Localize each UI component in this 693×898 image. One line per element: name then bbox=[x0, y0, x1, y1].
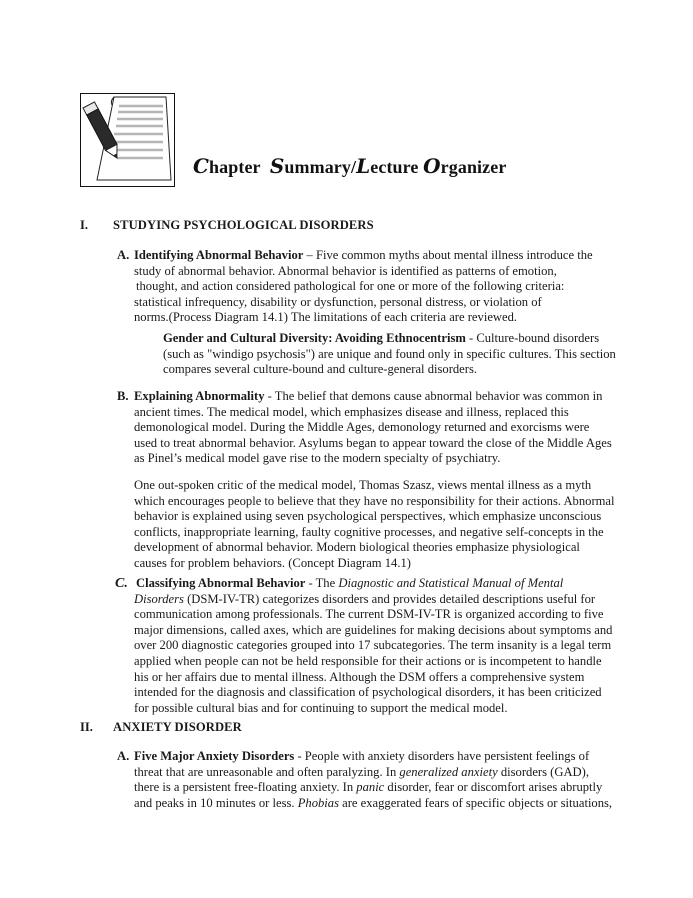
text-span: (DSM-IV-TR) categorizes disorders and provides detailed descriptions useful for bbox=[183, 591, 596, 606]
italic-span: Disorders bbox=[134, 591, 184, 606]
text-line: One out-spoken critic of the medical model, Thomas Szasz, views mental illness as a myth bbox=[134, 478, 592, 492]
item-title: Classifying Abnormal Behavior bbox=[136, 576, 306, 590]
subsection-title: Gender and Cultural Diversity: Avoiding Ethnocentrism bbox=[163, 331, 466, 345]
text-line: development of abnormal behavior. Modern biological theories emphasize physiological bbox=[134, 540, 580, 555]
item-title: Five Major Anxiety Disorders bbox=[134, 749, 295, 763]
text-line: ancient times. The medical model, which emphasizes disease and illness, replaced this bbox=[134, 404, 569, 419]
section-number: II. bbox=[80, 720, 93, 734]
text-span: threat that are unreasonable and often paralyzing. In bbox=[134, 764, 400, 779]
text-line: norms.(Process Diagram 14.1) The limitations of each criteria are reviewed. bbox=[134, 310, 518, 325]
text-line bbox=[163, 331, 616, 347]
text-line: conflicts, inappropriate learning, faulty cognitive processes, and negative self-concepts in the bbox=[134, 524, 604, 539]
text-line: as Pinel’s medical model gave rise to the modern specialty of psychiatry. bbox=[134, 451, 501, 466]
item-identifying-abnormal-behavior bbox=[134, 248, 593, 326]
item-letter: B. bbox=[117, 389, 129, 403]
text-line bbox=[134, 389, 612, 405]
text-line bbox=[134, 780, 612, 796]
subsection-gender-cultural-diversity bbox=[163, 331, 616, 378]
item-letter: A. bbox=[117, 749, 130, 763]
text-line bbox=[134, 765, 612, 781]
text-line: thought, and action considered pathological for one or more of the following criteria: bbox=[136, 279, 565, 294]
item-letter: C. bbox=[115, 576, 128, 591]
title-initial: C bbox=[193, 154, 210, 178]
text-line: which encourages people to believe that they have no responsibility for their actions. Abnormal bbox=[134, 493, 615, 508]
italic-span: Phobias bbox=[297, 795, 339, 810]
text-line: demonological model. During the Middle Ages, demonology returned and exorcisms were bbox=[134, 420, 590, 435]
text-span: disorders (GAD), bbox=[497, 764, 589, 779]
text-line bbox=[134, 248, 593, 264]
text-line bbox=[134, 576, 612, 592]
text-span: and peaks in 10 minutes or less. bbox=[134, 795, 298, 810]
text-line bbox=[134, 749, 612, 765]
italic-span: generalized anxiety bbox=[399, 764, 498, 779]
page-title bbox=[193, 154, 506, 178]
text-line: major dimensions, called axes, which are guidelines for making decisions about symptoms and bbox=[134, 622, 613, 637]
italic-span: Diagnostic and Statistical Manual of Mental bbox=[338, 576, 564, 590]
text-span: – Five common myths about mental illness introduce the bbox=[303, 248, 593, 262]
text-line: his or her affairs due to mental illness. Although the DSM offers a comprehensive system bbox=[134, 669, 585, 684]
title-word: ecture bbox=[370, 157, 419, 177]
text-line: behavior is explained using seven psychological perspectives, which emphasize unconscious bbox=[134, 509, 602, 524]
text-line: over 200 diagnostic categories grouped into 17 subcategories. The term insanity is a legal term bbox=[134, 638, 612, 653]
title-word: rganizer bbox=[440, 157, 507, 177]
text-span: are exaggerated fears of specific objects or situations, bbox=[338, 795, 613, 810]
item-explaining-abnormality bbox=[134, 389, 612, 467]
pencil-paper-icon bbox=[80, 93, 175, 187]
title-word: hapter bbox=[209, 157, 261, 177]
text-span: disorder, fear or discomfort arises abruptly bbox=[384, 780, 603, 795]
title-initial: O bbox=[423, 154, 441, 178]
section-heading: ANXIETY DISORDER bbox=[113, 720, 242, 734]
text-line: compares several culture-bound and culture-general disorders. bbox=[163, 362, 478, 377]
text-line: used to treat abnormal behavior. Asylums began to appear toward the close of the Middle Ages bbox=[134, 435, 612, 450]
item-classifying-abnormal-behavior bbox=[134, 576, 612, 716]
text-line bbox=[134, 796, 612, 812]
text-line: communication among professionals. The current DSM-IV-TR is organized according to five bbox=[134, 607, 604, 622]
text-span: - People with anxiety disorders have persistent feelings of bbox=[294, 749, 590, 763]
item-title: Explaining Abnormality bbox=[134, 389, 265, 403]
item-explaining-abnormality-para2 bbox=[134, 478, 615, 572]
title-word: ummary/ bbox=[284, 157, 357, 177]
text-line: applied when people can not be held responsible for their actions or is incompetent to handle bbox=[134, 653, 602, 668]
text-line: for possible cultural bias and for continuing to support the medical model. bbox=[134, 700, 508, 715]
item-five-major-anxiety-disorders bbox=[134, 749, 612, 811]
item-title: Identifying Abnormal Behavior bbox=[134, 248, 304, 262]
text-span: there is a persistent free-floating anxiety. In bbox=[134, 780, 357, 795]
item-letter: A. bbox=[117, 248, 130, 262]
text-line: statistical infrequency, disability or dysfunction, personal distress, or violation of bbox=[134, 294, 542, 309]
section-number: I. bbox=[80, 218, 89, 232]
text-line: study of abnormal behavior. Abnormal behavior is identified as patterns of emotion, bbox=[134, 263, 557, 278]
text-span: - The bbox=[305, 576, 339, 590]
text-line bbox=[134, 592, 612, 608]
text-line: causes for problem behaviors. (Concept Diagram 14.1) bbox=[134, 555, 411, 570]
text-span: - Culture-bound disorders bbox=[465, 331, 600, 345]
text-line: (such as "windigo psychosis") are unique and found only in specific cultures. This section bbox=[163, 346, 616, 361]
text-span: - The belief that demons cause abnormal behavior was common in bbox=[264, 389, 603, 403]
section-heading: STUDYING PSYCHOLOGICAL DISORDERS bbox=[113, 218, 374, 232]
title-initial: S bbox=[269, 154, 285, 178]
italic-span: panic bbox=[356, 780, 385, 795]
text-line: intended for the diagnosis and classification of psychological disorders, it has been criticized bbox=[134, 685, 602, 700]
title-initial: L bbox=[356, 154, 371, 178]
